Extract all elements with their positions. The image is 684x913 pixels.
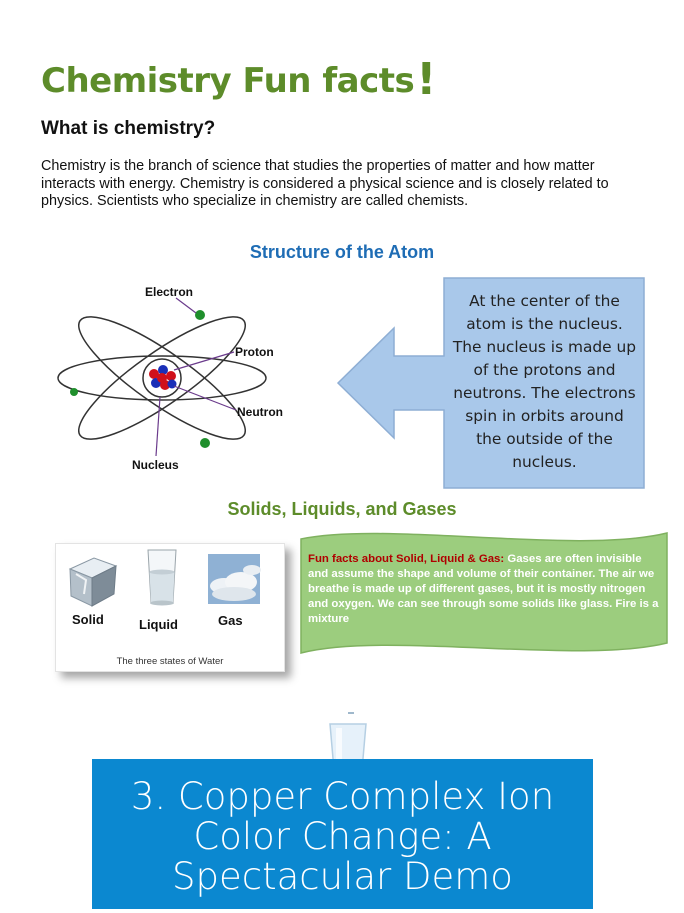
neutron-pointer xyxy=(174,386,236,410)
electron-dot xyxy=(200,438,210,448)
states-section-title: Solids, Liquids, and Gases xyxy=(227,499,457,519)
atom-description-line: The nucleus is made up xyxy=(452,338,637,356)
liquid-label: Liquid xyxy=(139,617,178,632)
demo-banner[interactable] xyxy=(92,759,593,909)
atom-description xyxy=(447,290,642,474)
nucleus-label: Nucleus xyxy=(132,458,179,472)
atom-description-line: spin in orbits around xyxy=(465,407,624,425)
atom-section-title: Structure of the Atom xyxy=(249,242,435,262)
atom-description-line: nucleus. xyxy=(512,453,577,471)
atom-description-line: At the center of the xyxy=(469,292,620,310)
electron-label: Electron xyxy=(145,285,194,299)
electron-pointer xyxy=(176,298,196,313)
fun-facts-lead: Fun facts about Solid, Liquid & Gas: xyxy=(308,553,505,565)
page-title-text: Chemistry Fun facts xyxy=(41,61,415,101)
electron-dot xyxy=(70,388,78,396)
atom-description-line: of the protons and xyxy=(473,361,616,379)
page-title-mark: ! xyxy=(416,54,436,105)
banner-line: Color Change: A xyxy=(193,815,492,858)
electron-dot xyxy=(195,310,205,320)
proton-label: Proton xyxy=(235,345,274,359)
neutron-label: Neutron xyxy=(237,405,283,419)
water-glass-image xyxy=(148,550,176,606)
gas-cloud-image xyxy=(208,554,261,604)
fun-facts-body: Gases are often invisible and assume the shape and volume of their container. The air we breathe is made up of different gases, but it is mostly nitrogen and oxygen. We can see through some solids like glass. Fire is a mixture xyxy=(308,553,659,625)
section-heading: What is chemistry? xyxy=(41,118,216,139)
banner-line: Spectacular Demo xyxy=(172,855,513,898)
atom-description-line: neutrons. The electrons xyxy=(453,384,636,402)
gas-label: Gas xyxy=(218,613,243,628)
water-states-caption: The three states of Water xyxy=(116,656,224,667)
intro-paragraph: Chemistry is the branch of science that studies the properties of matter and how matter interacts with energy. Chemistry is considered a physical science and is closely related to physics. Scientists who specialize in chemistry are called chemists. xyxy=(41,158,609,209)
demo-banner-title xyxy=(92,777,593,897)
water-states-card xyxy=(55,543,285,672)
atom-diagram xyxy=(50,282,310,482)
fun-facts-text xyxy=(308,552,663,627)
atom-description-line: atom is the nucleus. xyxy=(466,315,623,333)
ice-cube-image xyxy=(70,558,116,606)
banner-line: 3. Copper Complex Ion xyxy=(130,775,555,818)
page-title xyxy=(41,52,436,103)
solid-label: Solid xyxy=(72,612,104,627)
atom-description-line: the outside of the xyxy=(476,430,613,448)
